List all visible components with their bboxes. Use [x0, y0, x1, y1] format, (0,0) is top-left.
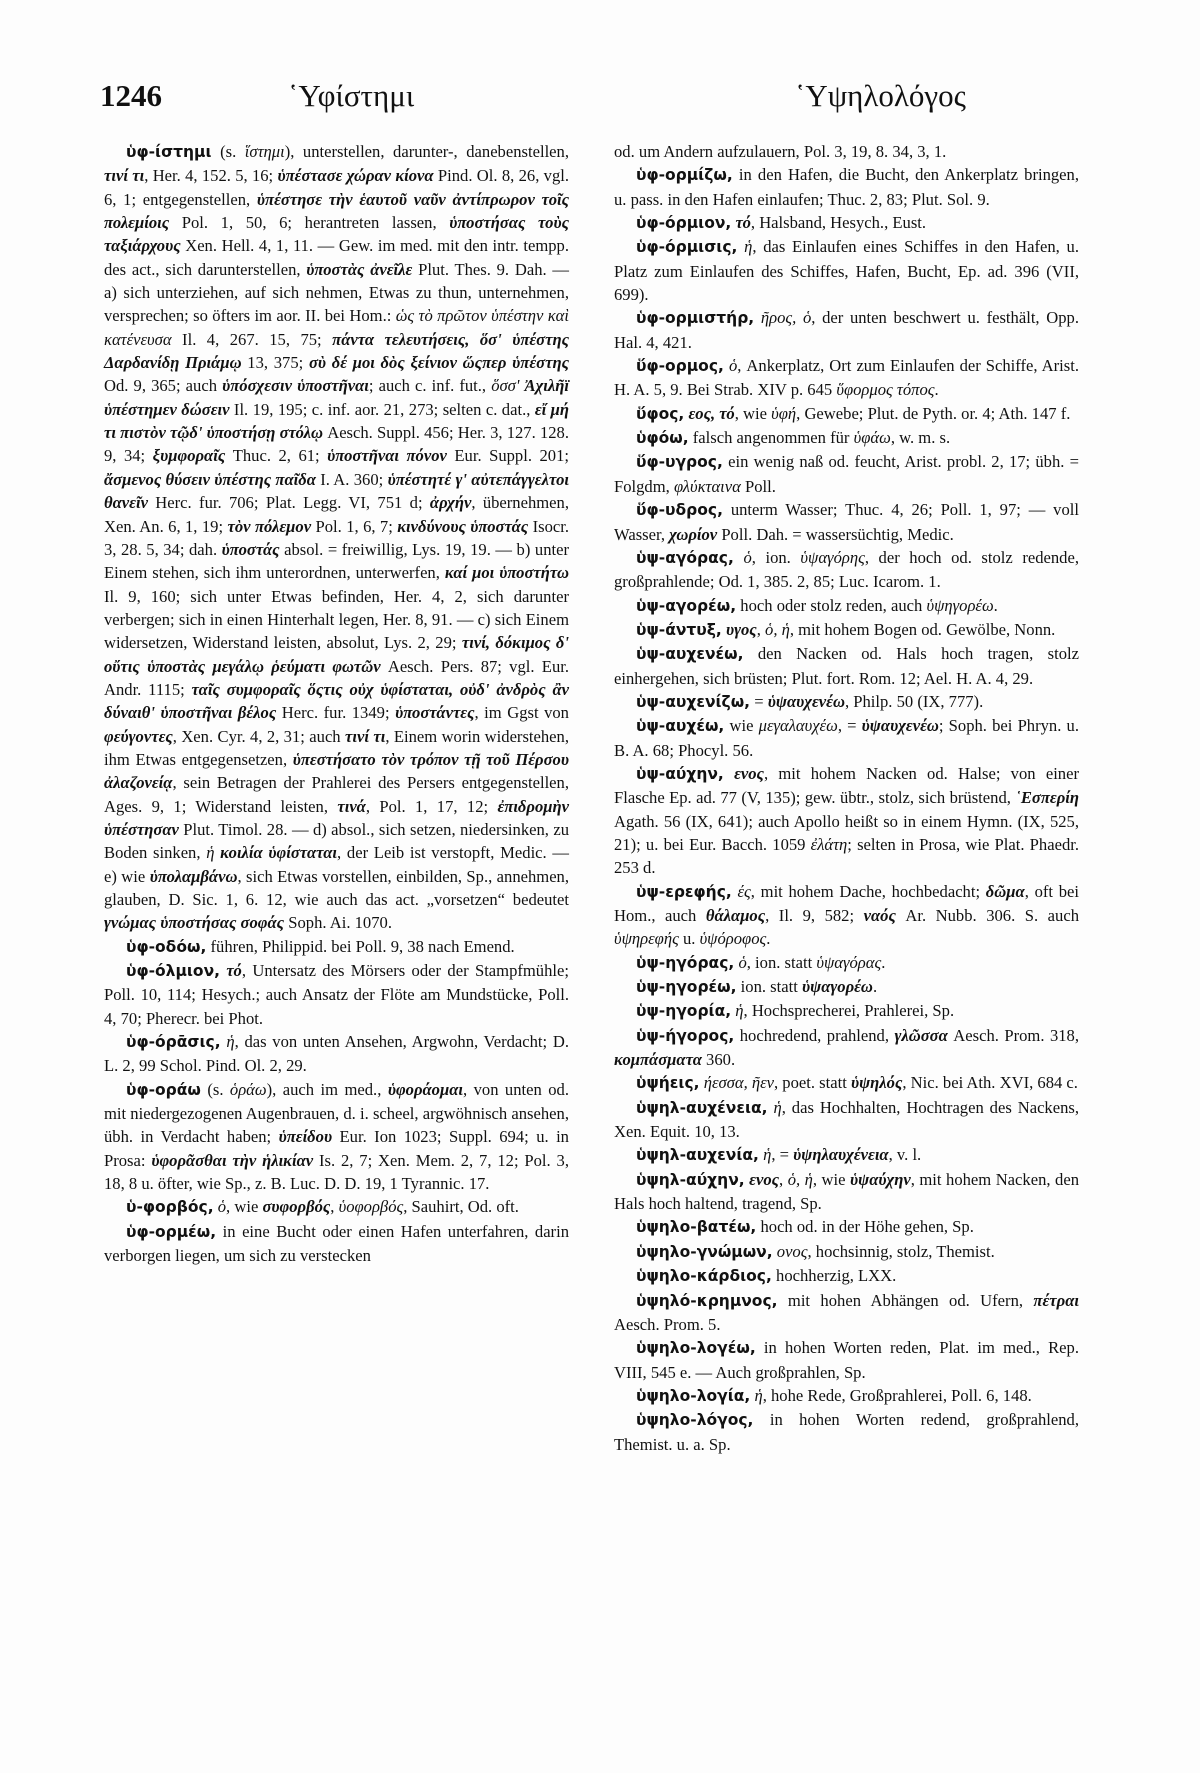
entry-headword: ὑψήεις, — [636, 1074, 700, 1093]
greek-text: ἡ — [754, 1385, 763, 1405]
entry-headword: ὑψηλο-λόγος, — [636, 1411, 754, 1430]
entry-text: Aesch. Prom. 318, — [947, 1025, 1079, 1045]
greek-text: χωρίον — [669, 524, 718, 544]
entry-text: = — [750, 691, 768, 711]
entry-headword: ὕφος, — [636, 404, 685, 423]
entry-text: Xen. Hell. 4, 1, 11. — Gew. im med. mit den intr. tempp. des act., sich darunterstellen, — [104, 236, 569, 279]
dictionary-entry — [614, 690, 1079, 714]
greek-text: σὺ δέ μοι δὸς ξείνιον ὥςπερ ὑπέστης — [308, 353, 569, 373]
greek-text: ὑπολαμβάνω — [149, 866, 238, 886]
entry-text: in den Hafen, die Bucht, den Ankerplatz bringen, u. pass. in den Hafen einlaufen; Thuc. 2, 83; Plut. Sol. 9. — [614, 165, 1079, 209]
entry-text: ion. statt — [736, 977, 802, 997]
entry-text: ), auch im med., — [266, 1079, 388, 1099]
greek-text: ὑφορᾶσθαι τὴν ἡλικίαν — [151, 1150, 314, 1170]
entry-text: . — [993, 595, 998, 615]
entry-text: od. um Andern aufzulauern, Pol. 3, 19, 8. 34, 3, 1. — [614, 142, 947, 161]
greek-text: ταῖς συμφοραῖς ὅςτις οὐχ ὑφίσταται, οὐδ' ἀνδρὸς ἂν δύναιθ' ὑποστῆναι βέλος — [104, 679, 569, 723]
greek-text: τινά — [337, 796, 366, 816]
dictionary-entry — [104, 959, 569, 1030]
entry-headword: ὑφ-ορμέω, — [126, 1222, 217, 1241]
entry-text: . — [766, 929, 771, 949]
greek-text: τό — [226, 961, 242, 981]
dictionary-entry — [614, 1336, 1079, 1384]
greek-text: ὑποστὰς ἀνεῖλε — [306, 259, 413, 279]
dictionary-entry — [614, 1264, 1079, 1288]
entry-text: u. — [678, 929, 700, 949]
greek-text: δῶμα — [985, 881, 1025, 901]
dictionary-entry — [614, 402, 1079, 426]
dictionary-entry — [104, 1078, 569, 1196]
entry-headword: ὑφ-ίστημι — [126, 143, 212, 161]
entry-text: Pol. 1, 50, 6; herantreten lassen, — [169, 213, 450, 233]
greek-text: ὑπόσχεσιν ὑποστῆναι — [222, 376, 369, 396]
entry-text: ; auch c. inf. fut., — [368, 376, 492, 396]
greek-text: συφορβός — [262, 1197, 331, 1217]
greek-text: θάλαμος — [705, 906, 766, 925]
running-head-right: ῾Υψηλολόγος — [795, 78, 966, 113]
entry-text: wie — [724, 716, 759, 736]
entry-headword: ὑψ-αγόρας, — [636, 548, 734, 567]
entry-headword: ὑφ-όλμιον, — [126, 962, 221, 981]
entry-text: , ion. — [751, 547, 801, 567]
entry-text: , = — [771, 1145, 794, 1165]
dictionary-entry — [614, 1240, 1079, 1264]
entry-text: Plut. Timol. 28. — d) absol., sich setzen, niedersinken, zu Boden sinken, — [104, 819, 569, 863]
entry-headword: ὑψηλο-λογία, — [636, 1386, 751, 1405]
entry-headword: ὑψηλο-λογέω, — [636, 1339, 756, 1358]
entry-text: Pind. Ol. 8, 26, vgl. 6, 1; entgegenstellen, — [104, 166, 569, 209]
greek-text: μεγαλαυχέω — [758, 716, 838, 736]
entry-text: Eur. Suppl. 201; — [446, 446, 569, 466]
entry-text: Is. 2, 7; Xen. Mem. 2, 7, 12; Pol. 3, 18, 8 u. öfter, wie Sp., z. B. Luc. D. D. 19, 1 Tyrannic. 17. — [104, 1150, 569, 1194]
entry-text: Il. 9, 160; sich unter Etwas befinden, Her. 4, 2, sich darunter verbergen; sich in einen Hinterhalt legen, Her. 8, 91. — c) sich Einem widersetzen, Widerstand leisten, absolut, Lys. 2, 29; — [104, 586, 569, 653]
entry-text: , oft bei Hom., auch — [614, 881, 1079, 925]
entry-text: hoch oder stolz reden, auch — [736, 595, 927, 615]
entry-text: ein wenig naß od. feucht, Arist. probl. 2, 17; übh. = Folgdm, — [614, 452, 1079, 496]
entry-text: ; Soph. bei Phryn. u. B. A. 68; Phocyl. 56. — [614, 716, 1079, 760]
entry-headword: ὑψ-ηγορέω, — [636, 978, 737, 997]
entry-text: Il. 4, 267. 15, 75; — [171, 329, 333, 349]
entry-text: hoch od. in der Höhe gehen, Sp. — [756, 1217, 974, 1237]
entry-headword: ὑψ-αυχενέω, — [636, 645, 744, 664]
greek-text: ὑψαυχενέω — [861, 716, 939, 736]
greek-text: τὸν πόλεμον — [227, 516, 312, 536]
greek-text: ὑψηλαυχένεια — [793, 1145, 889, 1165]
entry-text: , hohe Rede, Großprahlerei, Poll. 6, 148. — [762, 1385, 1032, 1405]
greek-text: ὕφορμος τόπος — [836, 380, 935, 400]
greek-text: ἐλάτη — [810, 834, 848, 854]
dictionary-entry — [614, 1096, 1079, 1144]
greek-text: ἵστημι — [244, 142, 285, 161]
entry-text: , — [330, 1197, 339, 1217]
entry-text — [724, 764, 734, 783]
entry-text: , wie — [226, 1197, 263, 1217]
entry-headword: ὑψ-αγορέω, — [636, 596, 737, 615]
entry-text: , mit hohem Bogen od. Gewölbe, Nonn. — [789, 619, 1056, 639]
entry-text: , mit hohem Nacken od. Halse; von einer Flasche Ep. ad. 77 (V, 135); gew. übtr., stolz, sich brüstend, — [614, 763, 1079, 808]
dictionary-entry — [614, 140, 1079, 163]
greek-text: ἄσμενος θύσειν ὑπέστης παῖδα — [104, 469, 316, 489]
left-column — [104, 140, 569, 1268]
dictionary-entry — [614, 880, 1079, 951]
entry-text: den Nacken od. Hals hoch tragen, stolz einhergehen, sich brüsten; Plut. fort. Rom. 12; Ael. H. A. 4, 29. — [614, 644, 1079, 688]
entry-headword: ὕφ-υδρος, — [636, 501, 723, 520]
entry-headword: ὕφ-υγρος, — [636, 453, 723, 472]
entry-text: Poll. Dah. = wassersüchtig, Medic. — [717, 524, 954, 544]
entry-text: in hohen Worten redend, großprahlend, Themist. u. a. Sp. — [614, 1410, 1079, 1454]
greek-text: ὑφοράομαι — [387, 1079, 463, 1099]
entry-headword: ὑψ-άντυξ, — [636, 620, 722, 639]
entry-text: (s. — [211, 142, 245, 161]
greek-text: ὑποστήσας τοὺς ταξιάρχους — [104, 213, 569, 256]
greek-text: ναός — [863, 906, 896, 925]
greek-text: καί μοι ὑποστήτω — [444, 563, 569, 583]
entry-text: absol. = freiwillig, Lys. 19, 19. — b) unter Einem stehen, sich ihm unterordnen, unterwerfen, — [104, 539, 569, 583]
entry-text: , im Ggst von — [474, 703, 569, 723]
greek-text: φλύκταινα — [673, 476, 741, 496]
greek-text: ὑψόροφος — [699, 929, 767, 949]
dictionary-entry — [614, 594, 1079, 618]
entry-text: Poll. — [740, 476, 776, 496]
greek-text: εἴ μή τι πιστὸν τῷδ' ὑποστήσῃ στόλῳ — [104, 399, 570, 443]
greek-text: ὑψαγόρας — [816, 952, 882, 972]
entry-text: , mit hohem Dache, hochbedacht; — [750, 881, 986, 901]
entry-text: , Philp. 50 (IX, 777). — [844, 691, 984, 711]
dictionary-entry — [614, 951, 1079, 975]
greek-text: ονος — [776, 1241, 808, 1261]
entry-headword: ὑψηλ-αυχενία, — [636, 1146, 759, 1165]
greek-text: ενος — [749, 1169, 780, 1189]
greek-text: ῾Εσπερίη — [1015, 788, 1079, 808]
entry-text: , wie — [734, 403, 772, 423]
entry-text: , Ankerplatz, Ort zum Einlaufen der Schiffe, Arist. H. A. 5, 9. Bei Strab. XIV p. 645 — [614, 356, 1079, 400]
dictionary-entry — [614, 1024, 1079, 1072]
entry-text: , Hochsprecherei, Prahlerei, Sp. — [743, 1001, 955, 1021]
greek-text: ὁ — [738, 952, 747, 972]
greek-text: γλῶσσα — [894, 1025, 948, 1045]
greek-text: ῆρος, ὁ — [760, 308, 812, 328]
dictionary-entry — [614, 306, 1079, 354]
dictionary-entry — [614, 211, 1079, 235]
entry-text: , Untersatz des Mörsers oder der Stampfmühle; Poll. 10, 114; Hesych.; auch Ansatz der Flöte am Mundstücke, Poll. 4, 70; Pherecr. bei Phot. — [104, 961, 569, 1028]
entry-headword: ὑψ-ηγορία, — [636, 1002, 732, 1021]
greek-text: ὑπείδου — [278, 1127, 333, 1147]
greek-text: κινδύνους ὑποστάς — [397, 516, 529, 536]
entry-headword: ὑψηλ-αυχένεια, — [636, 1098, 768, 1117]
greek-text: ὅσσ' — [491, 376, 525, 396]
greek-text: ὑπέστησε τὴν ἑαυτοῦ ναῦν ἀντίπρωρον τοῖς πολεμίοις — [104, 189, 569, 233]
entry-text: , das Hochhalten, Hochtragen des Nackens, Xen. Equit. 10, 13. — [614, 1097, 1079, 1142]
entry-text: Herc. fur. 1349; — [276, 703, 396, 723]
greek-text: γνώμας ὑποστήσας σοφάς — [104, 913, 285, 933]
entry-text: Thuc. 2, 61; — [225, 446, 328, 466]
dictionary-entry — [614, 498, 1079, 546]
entry-headword: ὑφ-όρᾱσις, — [126, 1033, 221, 1052]
entry-text: Il. 19, 195; c. inf. aor. 21, 273; selten c. dat., — [229, 399, 535, 419]
dictionary-entry — [614, 642, 1079, 690]
dictionary-entry — [104, 1220, 569, 1268]
entry-text: Agath. 56 (IX, 641); auch Apollo heißt so in einem Hymn. (IX, 525, 21); u. bei Eur. Bacch. 1059 — [614, 811, 1079, 854]
entry-headword: ὑψηλ-αύχην, — [636, 1170, 745, 1189]
entry-headword: ὑψηλο-βατέω, — [636, 1218, 757, 1237]
dictionary-entry — [614, 714, 1079, 762]
greek-text: ὑψαγορέω — [801, 977, 873, 997]
greek-text: ὑποστάς — [221, 539, 280, 559]
dictionary-entry — [614, 999, 1079, 1023]
entry-text: 13, 375; — [241, 353, 309, 373]
entry-text: Eur. Ion 1023; Suppl. 694; u. in Prosa: — [104, 1127, 569, 1170]
greek-text: τινί, δόκιμος δ' οὔτις ὑποστὰς μεγάλῳ ῥεύματι φωτῶν — [104, 633, 569, 676]
entry-text: , — [779, 1169, 788, 1189]
greek-text: ὡς τὸ πρῶτον ὑπέστην καὶ κατένευσα — [104, 306, 569, 349]
entry-text: , = — [837, 716, 862, 736]
running-head-left: ῾Υφίστημι — [288, 78, 415, 113]
greek-text: ές — [737, 881, 751, 901]
dictionary-entry — [614, 618, 1079, 642]
entry-text: , Il. 9, 582; — [765, 906, 864, 925]
page-header — [0, 78, 1200, 128]
entry-headword: ὑ-φορβός, — [126, 1198, 214, 1217]
greek-text: ὑπεστήσατο τὸν τρόπον τῇ τοῦ Πέρσου ἀλαζονείᾳ — [104, 749, 569, 793]
dictionary-entry — [614, 1384, 1079, 1408]
entry-text: (s. — [200, 1079, 230, 1099]
greek-text: τινί τι — [104, 166, 145, 186]
entry-text: Isocr. 3, 28. 5, 34; dah. — [104, 516, 569, 559]
dictionary-entry — [614, 1289, 1079, 1337]
dictionary-entry — [614, 426, 1079, 450]
greek-text: ὁ, ἡ — [765, 619, 790, 639]
dictionary-entry — [614, 1168, 1079, 1216]
entry-text: ), unterstellen, darunter-, danebenstellen, — [284, 142, 569, 161]
dictionary-entry — [614, 1215, 1079, 1239]
entry-headword: ὑφ-οδόω, — [126, 937, 207, 956]
entry-text: , Halsband, Hesych., Eust. — [750, 213, 927, 233]
entry-text: , der unten beschwert u. festhält, Opp. Hal. 4, 421. — [614, 308, 1079, 352]
entry-text: ; selten in Prosa, wie Plat. Phaedr. 253 d. — [614, 834, 1079, 878]
greek-text: ὑφή — [771, 403, 797, 423]
entry-text: Ar. Nubb. 306. S. auch — [895, 906, 1079, 925]
entry-headword: ὑψ-αυχέω, — [636, 717, 725, 736]
greek-text: κοιλία ὑφίσταται — [220, 843, 338, 863]
greek-text: πάντα τελευτήσεις, ὅσ' ὑπέστης Δαρδανίδῃ Πριάμῳ — [104, 329, 570, 373]
greek-text: ὑψηγορέω — [926, 595, 994, 615]
entry-text: , Einem worin widerstehen, ihm Etwas entgegensetzen, — [104, 726, 569, 769]
entry-headword: ὑψ-ήγορος, — [636, 1026, 735, 1045]
entry-text: I. A. 360; — [315, 469, 388, 489]
greek-text: ὑποστῆναι πόνον — [327, 446, 447, 466]
dictionary-entry — [614, 975, 1079, 999]
greek-text: ἡ — [773, 1097, 782, 1117]
entry-headword: ὕφ-ορμος, — [636, 357, 724, 376]
dictionary-entry — [614, 163, 1079, 211]
greek-text: Ἀχιλῆϊ ὑπέστημεν δώσειν — [104, 376, 569, 419]
greek-text: ὑψαγόρης — [800, 547, 865, 567]
greek-text: ξυμφοραῖς — [152, 446, 226, 466]
entry-text: hochherzig, LXX. — [771, 1266, 897, 1286]
greek-text: ὁράω — [229, 1079, 267, 1099]
entry-text: hochredend, prahlend, — [734, 1025, 895, 1045]
entry-text: , Xen. Cyr. 4, 2, 31; auch — [172, 726, 345, 746]
entry-text: , v. l. — [888, 1145, 922, 1165]
greek-text: ὑπέστητέ γ' αὐτεπάγγελτοι θανεῖν — [104, 469, 569, 513]
entry-text: , Pol. 1, 17, 12; — [365, 796, 498, 816]
greek-text: πέτραι — [1033, 1290, 1079, 1310]
right-column — [614, 140, 1079, 1456]
entry-text: . — [881, 952, 886, 972]
entry-text: , übernehmen, Xen. An. 6, 1, 19; — [104, 493, 569, 536]
entry-text: Aesch. Prom. 5. — [614, 1314, 721, 1334]
entry-text: Pol. 1, 6, 7; — [311, 516, 398, 536]
entry-text: falsch angenommen für — [688, 428, 854, 448]
entry-headword: ὑφ-όρμιον, — [636, 214, 732, 233]
entry-text: Od. 9, 365; auch — [104, 376, 223, 396]
entry-headword: ὑφ-ορμιστήρ, — [636, 309, 755, 328]
entry-text: Plut. Thes. 9. Dah. — a) sich unterziehen, auf sich nehmen, Etwas zu thun, unternehmen, versprechen; so öfters im aor. II. bei Hom.: — [104, 259, 570, 326]
greek-text: ἡ — [763, 1145, 772, 1165]
greek-text: ὁ, ἡ — [787, 1169, 813, 1189]
entry-headword: ὑψ-ηγόρας, — [636, 953, 735, 972]
greek-text: ήεσσα, ῆεν — [703, 1073, 774, 1093]
entry-text: , Gewebe; Plut. de Pyth. or. 4; Ath. 147 f. — [796, 403, 1071, 423]
entry-text: mit hohen Abhängen od. Ufern, — [777, 1290, 1034, 1310]
entry-text: , Nic. bei Ath. XVI, 684 c. — [902, 1073, 1078, 1093]
page-number: 1246 — [100, 78, 162, 113]
dictionary-entry — [104, 140, 569, 935]
dictionary-entry — [614, 354, 1079, 402]
entry-text: . — [872, 977, 878, 997]
entry-text: , w. m. s. — [890, 428, 951, 448]
entry-text: , der hoch od. stolz redende, großprahlende; Od. 1, 385. 2, 85; Luc. Icarom. 1. — [614, 547, 1079, 592]
greek-text: ὑπέστασε χώραν κίονα — [277, 166, 434, 186]
entry-text: in hohen Worten reden, Plat. im med., Rep. VIII, 545 e. — Auch großprahlen, Sp. — [614, 1338, 1079, 1382]
entry-text: . — [934, 380, 939, 400]
greek-text: τινί τι — [345, 726, 386, 746]
entry-text: , sein Betragen der Prahlerei des Persers entgegenstellen, Ages. 9, 1; Widerstand leisten, — [104, 773, 569, 816]
dictionary-entry — [614, 762, 1079, 880]
entry-headword: ὑφ-όρμισις, — [636, 238, 738, 257]
dictionary-entry — [104, 935, 569, 959]
entry-text: , hochsinnig, stolz, Themist. — [807, 1241, 995, 1261]
greek-text: ὑψηλός — [850, 1073, 903, 1093]
dictionary-entry — [104, 1030, 569, 1078]
greek-text: φεύγοντες — [104, 726, 173, 746]
greek-text: ἡ — [744, 237, 753, 257]
entry-text: , der Leib ist verstopft, Medic. — e) wie — [104, 843, 569, 886]
dictionary-entry — [614, 1408, 1079, 1456]
entry-text: Herc. fur. 706; Plat. Legg. VI, 751 d; — [147, 493, 430, 513]
greek-text: ὁ — [743, 547, 752, 567]
entry-text — [754, 308, 761, 327]
entry-text: , wie — [812, 1169, 851, 1189]
greek-text: κομπάσματα — [614, 1050, 702, 1070]
greek-text: ὑψαύχην — [850, 1169, 911, 1189]
entry-text: Aesch. Suppl. 456; Her. 3, 127. 128. 9, 34; — [104, 423, 569, 466]
dictionary-entry — [614, 546, 1079, 594]
entry-text: , das Einlaufen eines Schiffes in den Hafen, u. Platz zum Einlaufen des Schiffes, Hafen, Bucht, Ep. ad. 396 (VII, 699). — [614, 237, 1079, 305]
entry-text: in eine Bucht oder einen Hafen unterfahren, darin verborgen liegen, um sich zu verstecken — [104, 1221, 569, 1266]
greek-text: ὑοφορβός — [338, 1197, 404, 1217]
dictionary-entry — [614, 235, 1079, 306]
greek-text: ἡ — [206, 843, 221, 863]
entry-text: , von unten od. mit niedergezogenen Augenbrauen, d. i. scheel, argwöhnisch ansehen, übh. in Verdacht haben; — [104, 1079, 569, 1147]
greek-text: ὑφάω — [853, 428, 891, 448]
greek-text: υγος — [725, 619, 757, 639]
entry-text: , das von unten Ansehen, Argwohn, Verdacht; D. L. 2, 99 Schol. Pind. Ol. 2, 29. — [104, 1032, 569, 1076]
greek-text: ἀρχήν — [429, 493, 472, 513]
dictionary-entry — [104, 1195, 569, 1219]
greek-text: ὑποστάντες — [395, 703, 475, 723]
entry-headword: ὑφ-οράω — [126, 1080, 201, 1099]
entry-headword: ὑφόω, — [636, 429, 689, 448]
greek-text: ενος — [734, 763, 764, 783]
greek-text: ὁ — [217, 1197, 227, 1217]
entry-text: , poet. statt — [774, 1073, 851, 1093]
dictionary-entry — [614, 1143, 1079, 1167]
entry-text: führen, Philippid. bei Poll. 9, 38 nach Emend. — [206, 936, 515, 956]
greek-text: ἡ — [735, 1001, 744, 1021]
greek-text: ὁ — [728, 356, 738, 376]
entry-headword: ὑψηλο-κάρδιος, — [636, 1267, 772, 1286]
entry-text: Soph. Ai. 1070. — [284, 913, 392, 933]
greek-text: τό — [735, 213, 751, 233]
entry-text: , Her. 4, 152. 5, 16; — [144, 166, 278, 186]
entry-text: , mit hohem Nacken, den Hals hoch haltend, tragend, Sp. — [614, 1169, 1079, 1214]
entry-text: , sich Etwas vorstellen, einbilden, Sp., annehmen, glauben, D. Sic. 1, 6. 12, wie auch das act. „vorsetzen“ bedeutet — [104, 866, 569, 909]
entry-headword: ὑψ-αύχην, — [636, 764, 724, 783]
entry-headword: ὑφ-ορμίζω, — [636, 166, 733, 185]
entry-headword: ὑψηλο-γνώμων, — [636, 1242, 773, 1261]
greek-text: εος, τό — [688, 403, 735, 423]
dictionary-entry — [614, 450, 1079, 498]
greek-text: ὑψαυχενέω — [767, 691, 845, 711]
entry-headword: ὑψηλό-κρημνος, — [636, 1291, 778, 1310]
greek-text: ὑψηρεφής — [614, 929, 679, 949]
greek-text: ἐπιδρομὴν ὑπέστησαν — [104, 796, 569, 839]
entry-text: , ion. statt — [746, 952, 817, 972]
entry-text: , — [756, 619, 766, 639]
entry-text: Aesch. Pers. 87; vgl. Eur. Andr. 1115; — [104, 656, 569, 699]
dictionary-entry — [614, 1071, 1079, 1095]
entry-text: , Sauhirt, Od. oft. — [403, 1197, 519, 1217]
entry-headword: ὑψ-αυχενίζω, — [636, 692, 751, 711]
entry-headword: ὑψ-ερεφής, — [636, 882, 732, 901]
entry-text: unterm Wasser; Thuc. 4, 26; Poll. 1, 97; — voll Wasser, — [614, 500, 1079, 544]
entry-text: 360. — [701, 1050, 736, 1070]
greek-text: ἡ — [226, 1032, 235, 1052]
